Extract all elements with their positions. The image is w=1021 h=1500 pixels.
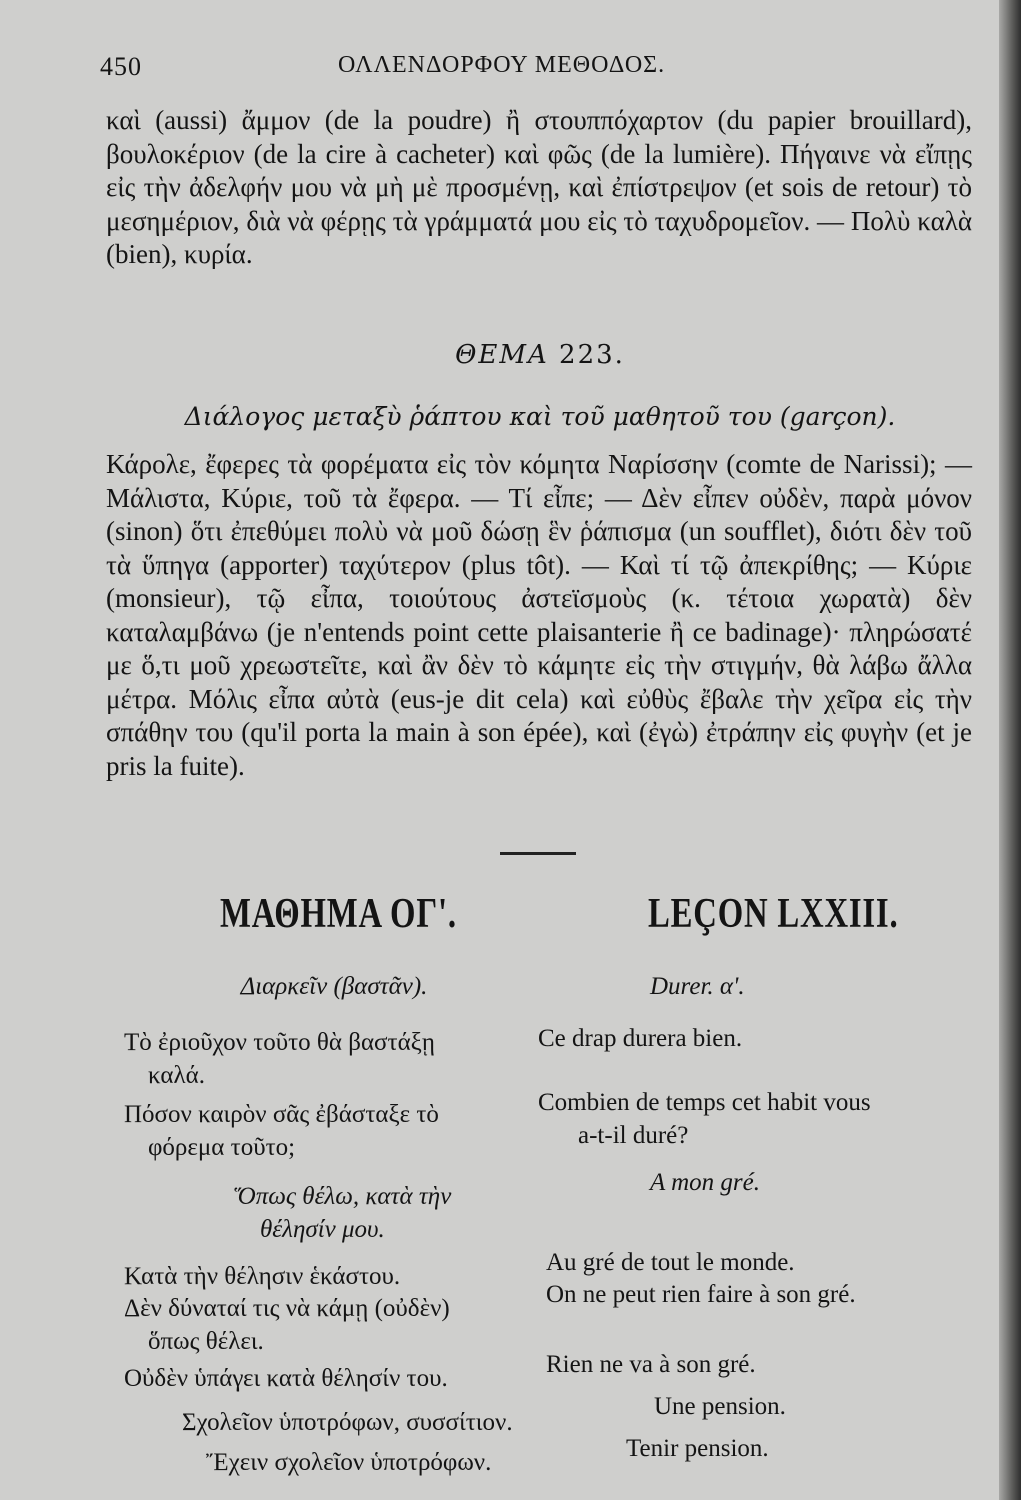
greek-entry <box>124 1180 544 1246</box>
dialog-paragraph: Κάρολε, ἔφερες τὰ φορέματα εἰς τὸν κόμητα Ναρίσσην (comte de Narissi); — Μάλιστα, Κύριε, τοῦ τὰ ἔφερα. — Τί εἶπε; — Δὲν εἶπεν οὐδὲν, παρὰ μόνον (sinon) ὅτι ἐπεθύμει πολὺ νὰ μοῦ δώσῃ ἓν ῥάπισμα (un soufflet), διότι δὲν τοῦ τὰ ὕπηγα (apporter) ταχύτερον (plus tôt). — Καὶ τί τῷ ἀπεκρίθης; — Κύριε (monsieur), τῷ εἶπα, τοιούτους ἀστεϊσμοὺς (κ. τέτοια χωρατὰ) δὲν καταλαμβάνω (je n'entends point cette plaisanterie ἢ ce badinage)· πληρώσατέ με ὅ,τι μοῦ χρεωστεῖτε, καὶ ἂν δὲν τὸ κάμητε εἰς τὴν στιγμήν, θὰ λάβω ἄλλα μέτρα. Μόλις εἶπα αὐτὰ (eus-je dit cela) καὶ εὐθὺς ἔβαλε τὴν χεῖρα εἰς τὴν σπάθην του (qu'il porta la main à son épée), καὶ (ἐγὼ) ἐτράπην εἰς φυγὴν (et je pris la fuite). <box>106 449 972 781</box>
entry-text: On ne peut rien faire à son gré. <box>546 1281 856 1308</box>
page-edge-shadow <box>999 0 1021 1500</box>
entry-text: Ἔχειν σχολεῖον ὑποτρόφων. <box>206 1449 492 1476</box>
entry-text: Au gré de tout le monde. <box>546 1249 795 1276</box>
entry-continuation: καλά. <box>148 1062 205 1089</box>
exercise-heading <box>100 340 980 370</box>
entry-continuation: a-t-il duré? <box>578 1122 689 1149</box>
entry-text: Διαρκεῖν (βαστᾶν). <box>240 973 428 1000</box>
exercise-number: 223. <box>559 340 625 370</box>
french-entry <box>538 1086 988 1152</box>
french-entry <box>538 1348 996 1381</box>
running-head <box>100 40 980 84</box>
lesson-title-greek: ΜΑΘΗΜΑ ΟΓ'. <box>220 891 457 937</box>
section-divider <box>500 852 576 855</box>
dialog-title: Διάλογος μεταξὺ ῥάπτου καὶ τοῦ μαθητοῦ του (garçon). <box>184 402 896 431</box>
entry-text: Combien de temps cet habit vous <box>538 1089 871 1116</box>
french-entry <box>538 970 988 1003</box>
entry-text: Ὅπως θέλω, κατὰ τὴν <box>234 1183 452 1210</box>
greek-entry <box>124 1260 544 1293</box>
greek-entry <box>124 1406 544 1439</box>
entry-text: Τὸ ἐριοῦχον τοῦτο θὰ βαστάξῃ <box>124 1029 435 1056</box>
french-entry <box>538 1246 996 1279</box>
greek-entry <box>124 1098 544 1164</box>
entry-text: Rien ne va à son gré. <box>546 1351 756 1378</box>
book-page <box>100 40 980 1480</box>
french-entry <box>538 1166 988 1199</box>
entry-text: Une pension. <box>654 1393 786 1420</box>
entry-continuation: ὅπως θέλει. <box>148 1328 264 1355</box>
entry-text: Σχολεῖον ὑποτρόφων, συσσίτιον. <box>182 1409 513 1436</box>
entry-text: Ce drap durera bien. <box>538 1025 743 1052</box>
french-entry <box>538 1022 988 1055</box>
french-entry <box>538 1432 988 1465</box>
greek-entry <box>124 1446 544 1479</box>
entry-text: Tenir pension. <box>626 1435 769 1462</box>
entry-text: Οὐδὲν ὑπάγει κατὰ θέλησίν του. <box>124 1365 448 1392</box>
entry-continuation: θέλησίν μου. <box>260 1216 385 1243</box>
lesson-title-french: LEÇON LXXIII. <box>648 891 899 937</box>
greek-entry <box>124 1362 544 1395</box>
entry-text: Δὲν δύναταί τις νὰ κάμῃ (οὐδὲν) <box>124 1295 450 1322</box>
entry-text: Durer. α'. <box>650 973 745 1000</box>
french-entry <box>538 1390 988 1423</box>
entry-text: Κατὰ τὴν θέλησιν ἑκάστου. <box>124 1263 401 1290</box>
entry-text: A mon gré. <box>650 1169 760 1196</box>
french-entry <box>538 1278 996 1311</box>
page-number: 450 <box>100 52 142 81</box>
greek-entry <box>124 1292 544 1358</box>
greek-entry <box>124 1026 544 1092</box>
running-title: ΟΛΛΕΝΔΟΡΦΟΥ ΜΕΘΟΔΟΣ. <box>338 52 666 78</box>
entry-text: Πόσον καιρὸν σᾶς ἐβάσταξε τὸ <box>124 1101 439 1128</box>
entry-continuation: φόρεμα τοῦτο; <box>148 1134 296 1161</box>
intro-paragraph: καὶ (aussi) ἄμμον (de la poudre) ἢ στουππόχαρτον (du papier brouillard), βουλοκέριον (de la cire à cacheter) καὶ φῶς (de la lumière). Πήγαινε νὰ εἴπῃς εἰς τὴν ἀδελφήν μου νὰ μὴ μὲ προσμένῃ, καὶ ἐπίστρεψον (et sois de retour) τὸ μεσημέριον, διὰ νὰ φέρῃς τὰ γράμματά μου εἰς τὸ ταχυδρομεῖον. — Πολὺ καλὰ (bien), κυρία. <box>106 105 972 269</box>
exercise-label: ΘΕΜΑ <box>455 340 549 370</box>
greek-entry <box>124 970 544 1003</box>
